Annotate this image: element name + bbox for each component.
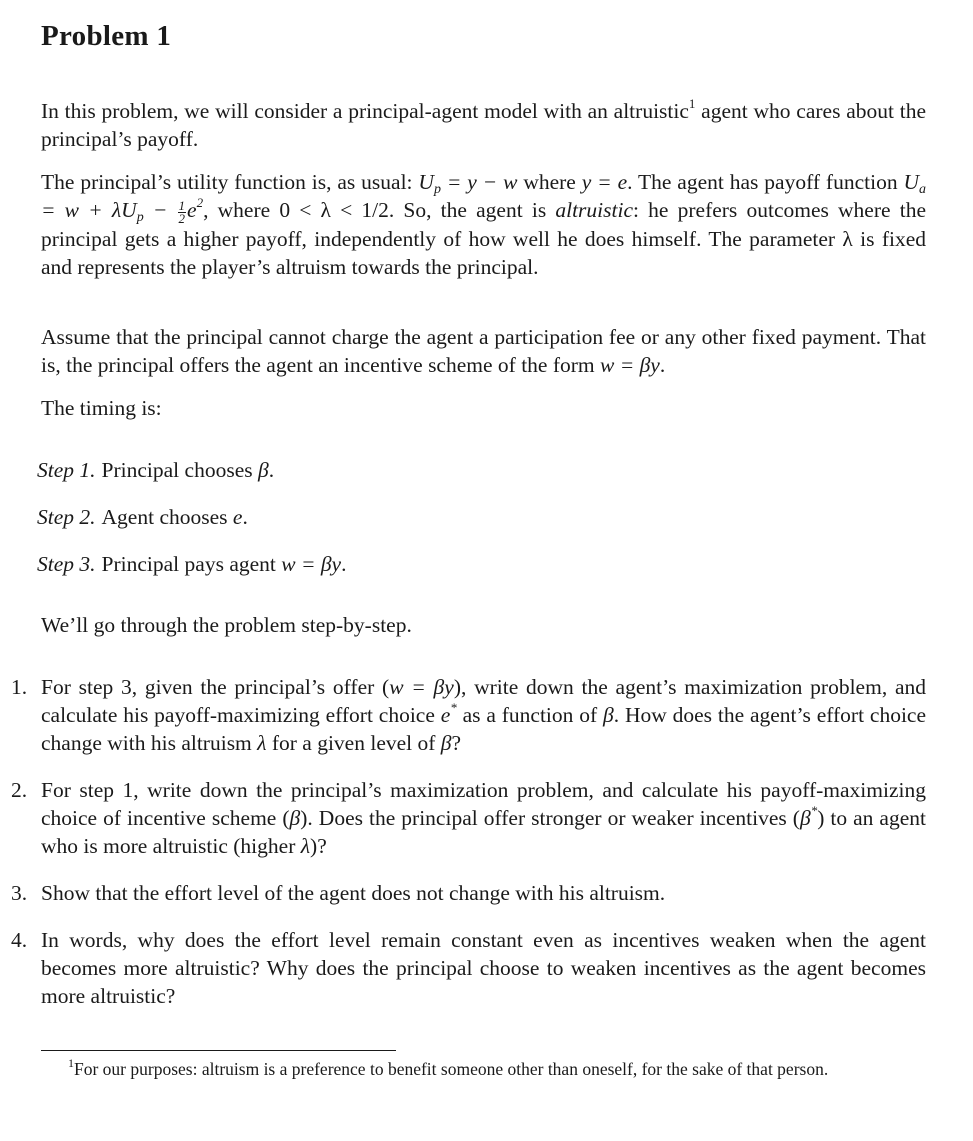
footnote-number: 1 xyxy=(68,1056,74,1070)
U-symbol: U xyxy=(903,170,919,194)
utility-text-5: : he prefers outcomes where the principal gets a higher payoff, independently of how well he does himself. The parameter λ is fixed and represents the player’s altruism towards the principal. xyxy=(41,198,926,279)
q2-text-d: )? xyxy=(310,834,327,858)
q2-text-a: For step 1, write down the principal’s maximization problem, and calculate his payoff-maximizing choice of incentive scheme ( xyxy=(41,778,926,830)
q1-math-effort xyxy=(440,700,457,727)
agent-utility-symbol xyxy=(903,170,926,197)
question-2-text xyxy=(41,776,926,860)
q1-text-c: as a function of xyxy=(456,703,604,727)
subscript-p: p xyxy=(136,210,144,225)
q1-text-f: ? xyxy=(451,731,462,755)
q2-text-b: ). Does the principal offer stronger or weaker incentives ( xyxy=(300,806,800,830)
altruistic-emphasis: altruistic xyxy=(555,198,634,222)
intro-text-end: agent who cares about the principal’s payoff. xyxy=(41,99,926,151)
question-4-number: 4. xyxy=(11,928,28,952)
incentive-paragraph xyxy=(41,323,926,379)
q1-math-beta-2: β xyxy=(440,731,452,755)
intro-paragraph xyxy=(41,97,926,153)
optimal-star: * xyxy=(810,803,818,818)
step-1 xyxy=(37,456,274,484)
step-label: Step 2. xyxy=(37,505,96,529)
step-2 xyxy=(37,503,248,531)
question-2-number: 2. xyxy=(11,778,28,802)
question-3-number: 3. xyxy=(11,881,28,905)
fraction-one-half xyxy=(178,200,187,225)
intro-text-start: In this problem, we will consider a principal-agent model with an altruistic xyxy=(41,99,689,123)
step-end: . xyxy=(242,505,248,529)
beta-symbol: β xyxy=(799,806,811,830)
square-exponent: 2 xyxy=(196,195,204,210)
optimal-star: * xyxy=(450,700,457,715)
step-3 xyxy=(37,550,346,578)
fraction-denominator: 2 xyxy=(178,211,186,226)
step-math: w = βy xyxy=(281,552,342,576)
footnote-text: For our purposes: altruism is a preference to benefit someone other than oneself, for the sake of that person. xyxy=(74,1059,829,1079)
timing-heading: The timing is: xyxy=(41,396,162,420)
effort-symbol: e xyxy=(187,198,197,222)
incentive-end: . xyxy=(659,353,666,377)
fraction-numerator: 1 xyxy=(178,198,186,213)
step-end: . xyxy=(341,552,347,576)
principal-utility-symbol xyxy=(418,170,441,197)
equation-agent-utility xyxy=(41,195,204,226)
q1-math-lambda: λ xyxy=(257,731,267,755)
step-end: . xyxy=(268,458,275,482)
footnote xyxy=(41,1057,926,1081)
q1-math-offer: w = βy xyxy=(389,675,454,699)
equation-output: y = e xyxy=(581,170,628,194)
q2-math-beta: β xyxy=(289,806,301,830)
step-label: Step 3. xyxy=(37,552,96,576)
question-1-number: 1. xyxy=(11,675,28,699)
problem-title: Problem 1 xyxy=(41,20,172,52)
utility-text-4: , where 0 < λ < 1/2. So, the agent is xyxy=(203,198,556,222)
minus-sign: − xyxy=(143,198,177,222)
effort-symbol: e xyxy=(440,703,451,727)
equation-incentive-scheme: w = βy xyxy=(600,353,660,377)
q2-text-c: ) to an agent who is more altruistic (higher xyxy=(41,806,926,858)
q1-math-beta: β xyxy=(603,703,614,727)
q2-math-lambda: λ xyxy=(300,834,311,858)
step-text: Principal chooses xyxy=(101,458,258,482)
equation-principal-utility: = y − w xyxy=(440,170,518,194)
walkthrough-sentence: We’ll go through the problem step-by-step. xyxy=(41,613,412,637)
utility-paragraph xyxy=(41,168,926,281)
subscript-a: a xyxy=(919,182,926,197)
agent-utility-terms: = w + λU xyxy=(41,198,137,222)
q1-text-a: For step 3, given the principal’s offer ( xyxy=(41,675,390,699)
q1-text-b: ), write down the agent’s maximization problem, and calculate his payoff-maximizing effort choice xyxy=(41,675,926,727)
q1-text-e: for a given level of xyxy=(266,731,441,755)
step-math: e xyxy=(232,505,243,529)
question-3-text: Show that the effort level of the agent does not change with his altruism. xyxy=(41,881,666,905)
step-text: Agent chooses xyxy=(101,505,233,529)
U-symbol: U xyxy=(418,170,434,194)
subscript-p: p xyxy=(433,182,441,197)
footnote-divider xyxy=(41,1050,396,1051)
incentive-text: Assume that the principal cannot charge the agent a participation fee or any other fixed payment. That is, the principal offers the agent an incentive scheme of the form xyxy=(41,325,926,377)
question-1-text xyxy=(41,673,926,757)
step-text: Principal pays agent xyxy=(101,552,282,576)
step-math: β xyxy=(257,458,269,482)
utility-text-1: The principal’s utility function is, as usual: xyxy=(41,170,419,194)
q2-math-beta-star xyxy=(799,803,818,830)
q1-text-d: . How does the agent’s effort choice change with his altruism xyxy=(41,703,926,755)
utility-text-3: . The agent has payoff function xyxy=(627,170,904,194)
step-label: Step 1. xyxy=(37,458,96,482)
footnote-marker: 1 xyxy=(688,96,696,111)
utility-text-2: where xyxy=(517,170,582,194)
question-4-text: In words, why does the effort level remain constant even as incentives weaken when the agent becomes more altruistic? Why does the principal choose to weaken incentives as the agent becomes more altruistic? xyxy=(41,928,926,1008)
